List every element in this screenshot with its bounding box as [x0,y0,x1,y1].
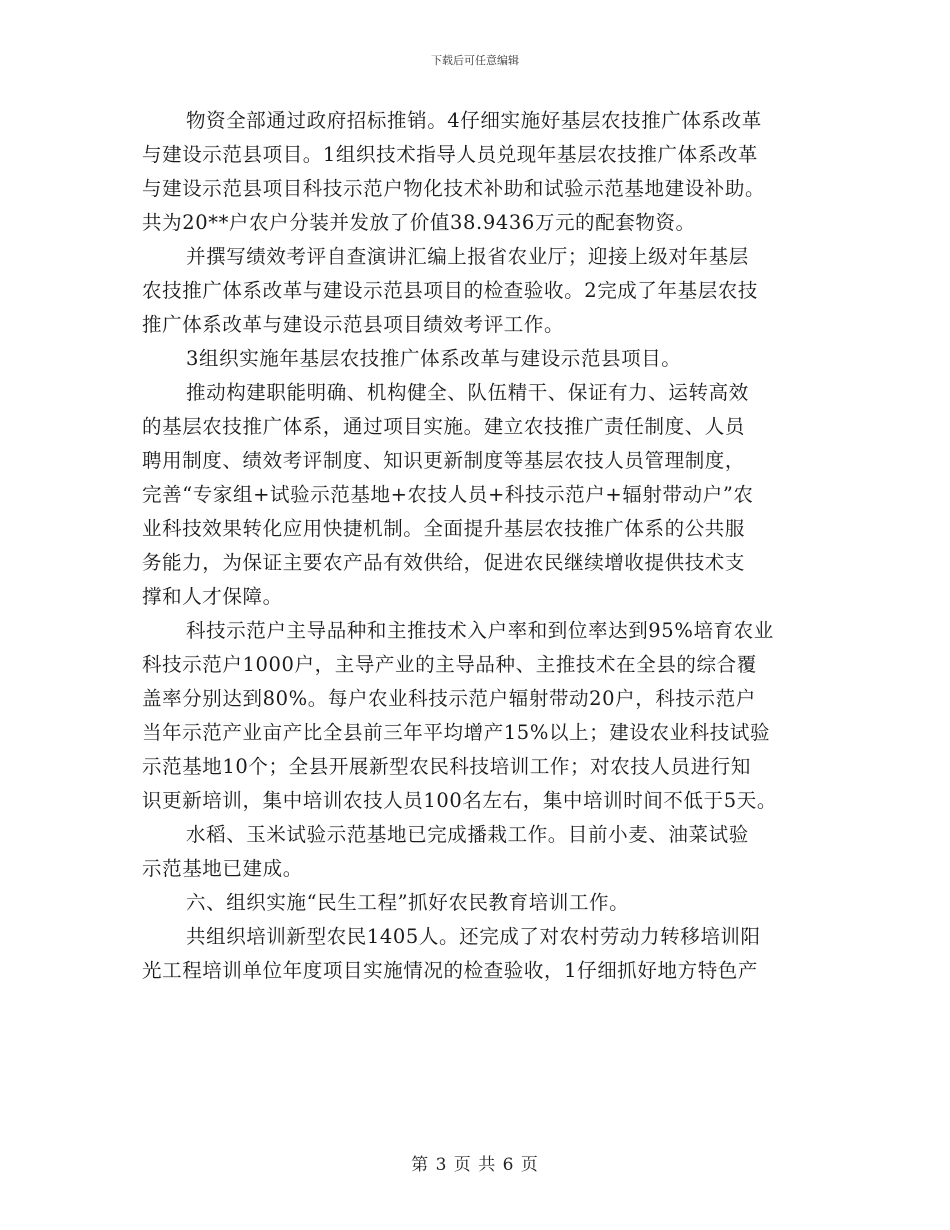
text-line: 撑和人才保障。 [142,585,283,608]
text-line: 示范基地10个；全县开展新型农民科技培训工作；对农技人员进行知 [142,755,751,778]
paragraph-8 [142,920,832,988]
text-line: 与建设示范县项目科技示范户物化技术补助和试验示范基地建设补助。 [142,177,766,200]
text-line: 农技推广体系改革与建设示范县项目的检查验收。2完成了年基层农技 [142,279,759,302]
text-line: 3组织实施年基层农技推广体系改革与建设示范县项目。 [186,347,682,370]
text-line: 盖率分别达到80%。每户农业科技示范户辐射带动20户，科技示范户 [142,687,756,710]
paragraph-2 [142,240,832,342]
text-line: 业科技效果转化应用快捷机制。全面提升基层农技推广体系的公共服 [142,517,746,540]
text-line: 共为20**户农户分装并发放了价值38.9436万元的配套物资。 [142,211,696,234]
text-line: 科技示范户1000户，主导产业的主导品种、主推技术在全县的综合覆 [142,653,757,676]
text-line: 推广体系改革与建设示范县项目绩效考评工作。 [142,313,565,336]
paragraph-5 [142,614,832,818]
text-line: 识更新培训，集中培训农技人员100名左右，集中培训时间不低于5天。 [142,789,777,812]
text-line: 并撰写绩效考评自查演讲汇编上报省农业厅；迎接上级对年基层 [186,245,749,268]
paragraph-6 [142,818,832,886]
text-line: 完善“专家组+试验示范基地+农技人员+科技示范户+辐射带动户”农 [142,483,754,506]
document-body [142,104,832,988]
paragraph-7 [142,886,832,920]
text-line: 科技示范户主导品种和主推技术入户率和到位率达到95%培育农业 [186,619,774,642]
text-line: 光工程培训单位年度项目实施情况的检查验收，1仔细抓好地方特色产 [142,959,759,982]
text-line: 共组织培训新型农民1405人。还完成了对农村劳动力转移培训阳 [186,925,761,948]
text-line: 水稻、玉米试验示范基地已完成播栽工作。目前小麦、油菜试验 [186,823,749,846]
page-header: 下载后可任意编辑 [431,54,519,67]
text-line: 务能力，为保证主要农产品有效供给，促进农民继续增收提供技术支 [142,551,746,574]
text-line: 当年示范产业亩产比全县前三年平均增产15%以上；建设农业科技试验 [142,721,771,744]
section-heading: 六、组织实施“民生工程”抓好农民教育培训工作。 [186,891,630,914]
text-line: 推动构建职能明确、机构健全、队伍精干、保证有力、运转高效 [186,381,749,404]
page-number: 第 3 页 共 6 页 [411,1155,539,1175]
text-line: 示范基地已建成。 [142,857,303,880]
paragraph-1 [142,104,832,240]
text-line: 与建设示范县项目。1组织技术指导人员兑现年基层农技推广体系改革 [142,143,759,166]
text-line: 的基层农技推广体系，通过项目实施。建立农技推广责任制度、人员 [142,415,746,438]
paragraph-4 [142,376,832,614]
text-line: 物资全部通过政府招标推销。4仔细实施好基层农技推广体系改革 [186,109,762,132]
text-line: 聘用制度、绩效考评制度、知识更新制度等基层农技人员管理制度， [142,449,746,472]
paragraph-3 [142,342,832,376]
